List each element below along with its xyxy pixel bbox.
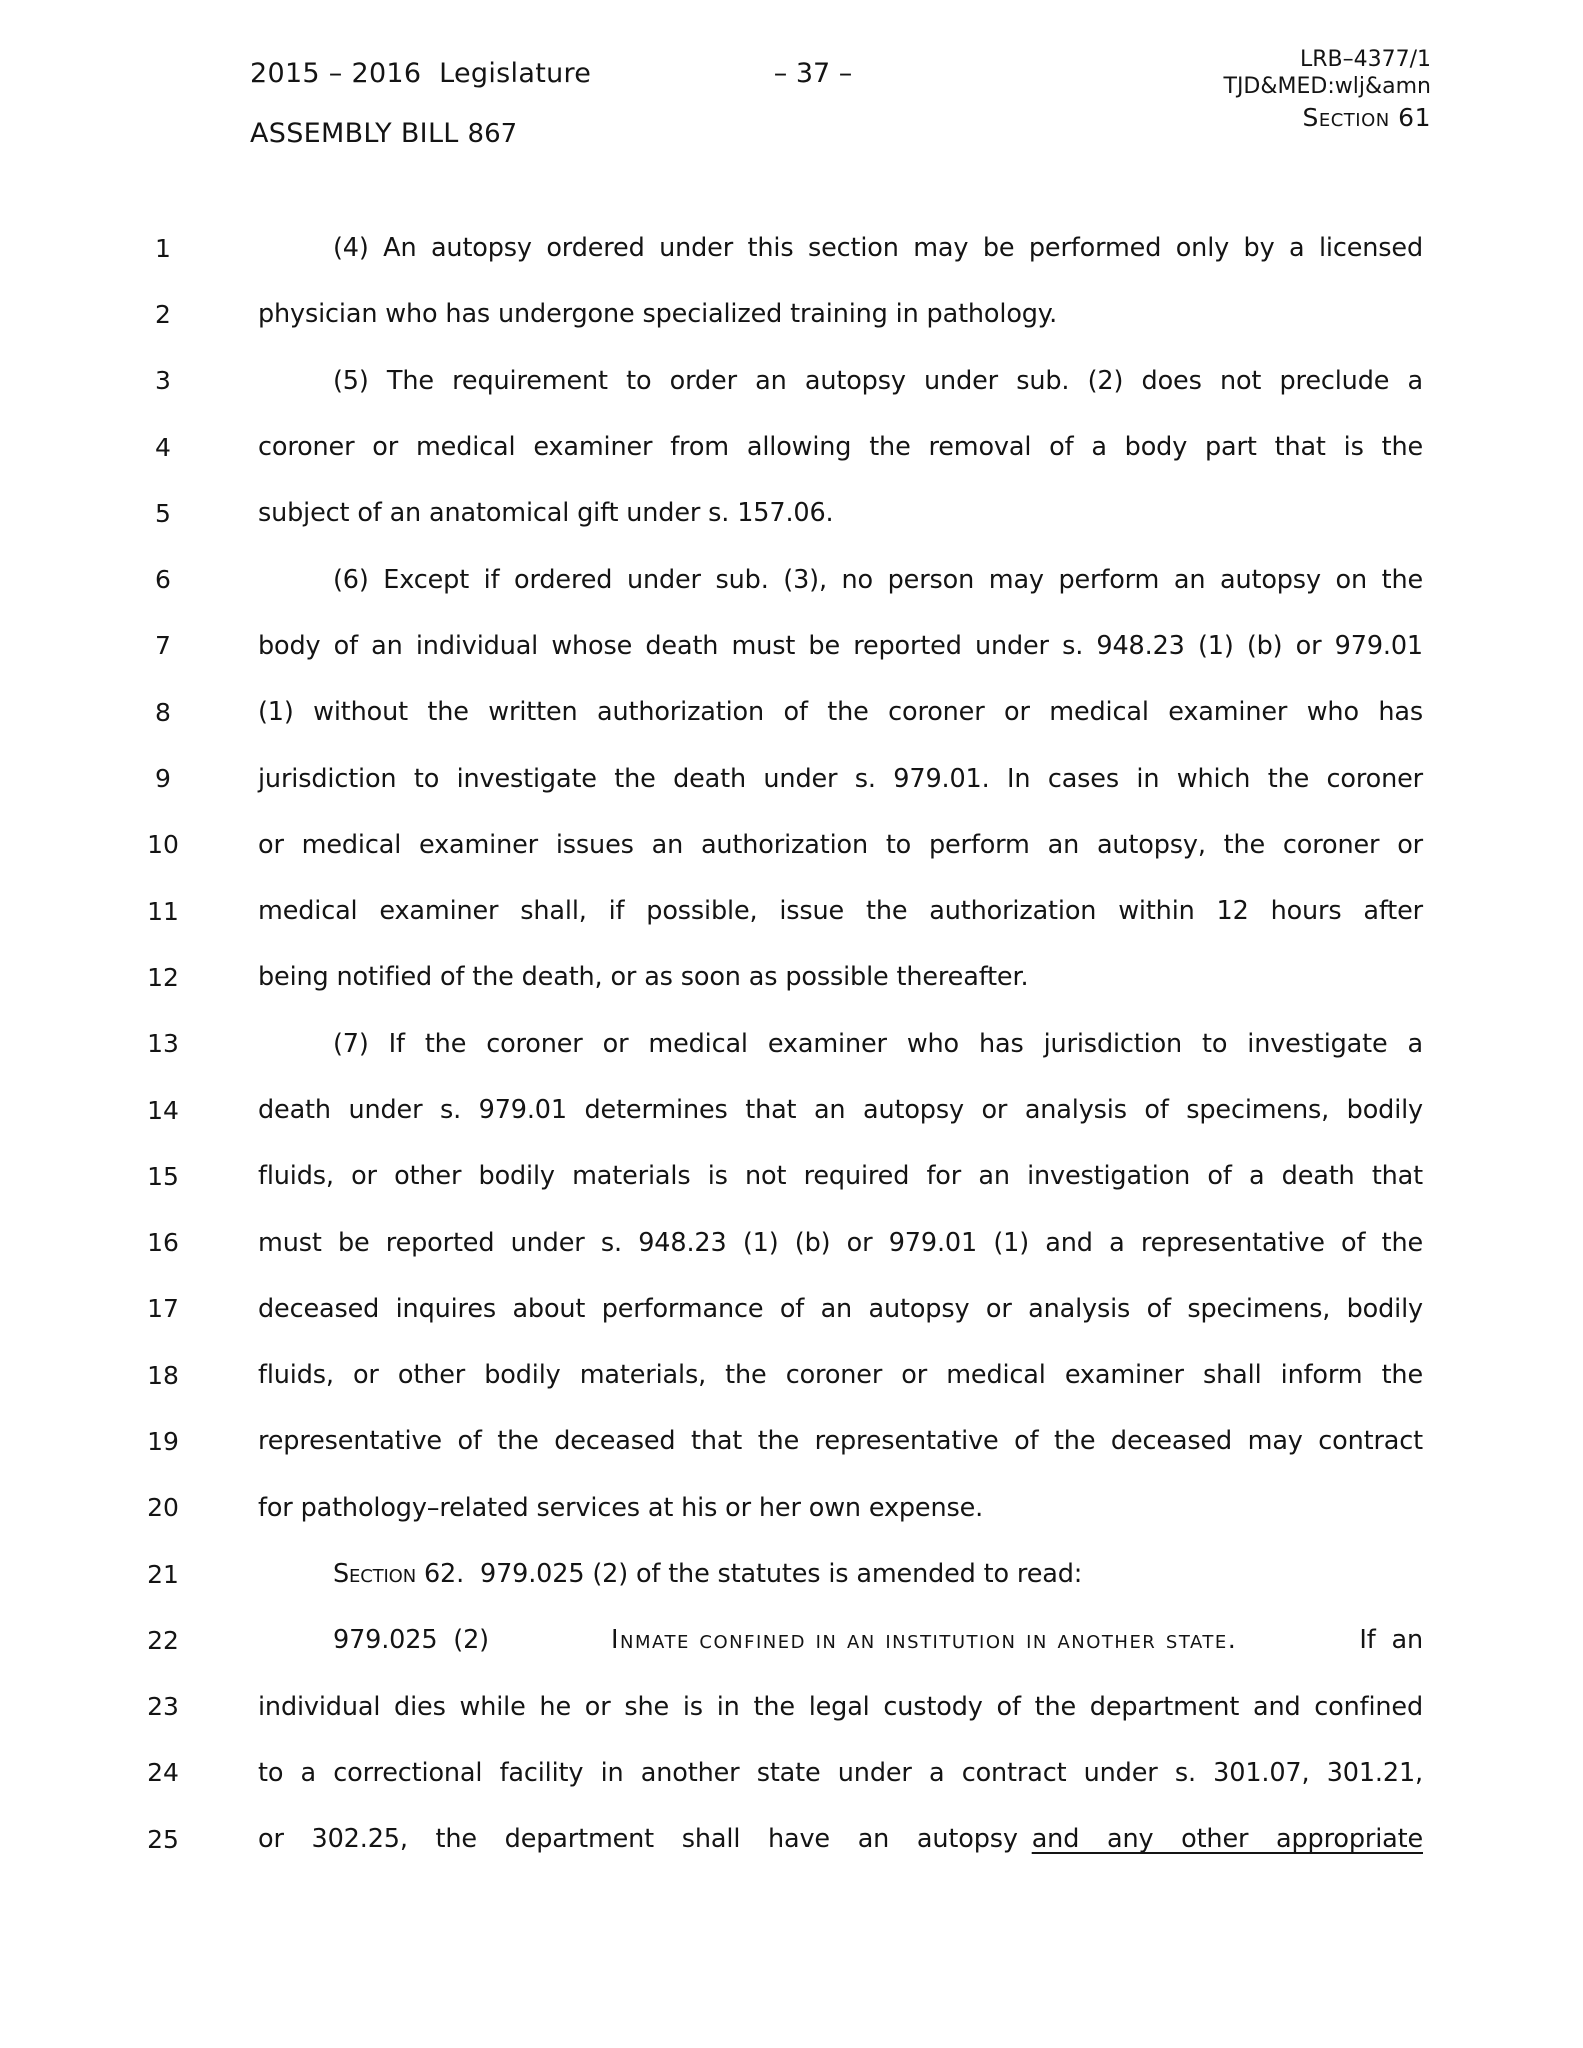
line-number: 14 [147,1095,179,1125]
drafter-initials: TJD&MED:wlj&amn [1223,74,1431,99]
line-number: 2 [155,299,171,329]
line-text: 979.025 (2) of the statutes is amended to read: [464,1559,1083,1590]
bill-line [0,1408,1583,1474]
line-text: (6) Except if ordered under sub. (3), no person may perform an autopsy on the [333,564,1423,595]
line-text: (1) without the written authorization of the coroner or medical examiner who has [258,697,1423,728]
bill-line [0,1806,1583,1872]
bill-line [0,546,1583,612]
line-number: 13 [147,1029,179,1059]
line-text: subject of an anatomical gift under s. 157.06. [258,498,834,529]
line-text: (4) An autopsy ordered under this section may be performed only by a licensed [333,233,1423,264]
bill-line [0,1475,1583,1541]
statute-caption: Inmate confined in an institution in another state. [611,1625,1238,1656]
line-text: fluids, or other bodily materials, the coroner or medical examiner shall inform the [258,1360,1423,1391]
line-text: being notified of the death, or as soon as possible thereafter. [258,962,1029,993]
line-number: 3 [155,366,171,396]
line-number: 6 [155,565,171,595]
line-number: 17 [147,1294,179,1324]
line-text: death under s. 979.01 determines that an autopsy or analysis of specimens, bodily [258,1095,1423,1125]
line-text: jurisdiction to investigate the death under s. 979.01. In cases in which the coroner [258,763,1423,794]
bill-line [0,812,1583,878]
amended-text-line [258,1824,1423,1854]
line-number: 19 [147,1426,179,1456]
line-number: 16 [147,1228,179,1258]
bill-line [0,1209,1583,1275]
bill-line [0,1011,1583,1077]
line-text: for pathology–related services at his or her own expense. [258,1492,984,1523]
line-number: 5 [155,498,171,528]
bill-line [0,878,1583,944]
line-number: 20 [147,1493,179,1523]
line-number: 22 [147,1625,179,1655]
line-text: If an [1359,1625,1423,1656]
line-number: 10 [147,830,179,860]
line-text: or 302.25, the department shall have an autopsy [258,1824,1032,1855]
statute-caption-line [333,1625,1423,1655]
bill-line [0,745,1583,811]
bill-line [0,1674,1583,1740]
bill-line [0,1342,1583,1408]
line-text: individual dies while he or she is in the legal custody of the department and confined [258,1691,1423,1722]
line-number: 23 [147,1692,179,1722]
line-text: must be reported under s. 948.23 (1) (b) or 979.01 (1) and a representative of the [258,1227,1423,1258]
header-reference-block [1224,46,1432,131]
line-number: 11 [147,896,179,926]
line-number: 12 [147,962,179,992]
bill-title [250,118,517,149]
bill-line [0,348,1583,414]
statute-reference: 979.025 (2) [333,1625,489,1656]
bill-line [0,679,1583,745]
line-number: 7 [155,631,171,661]
bill-line [0,1276,1583,1342]
bill-line [0,480,1583,546]
line-number: 24 [147,1758,179,1788]
line-number: 18 [147,1360,179,1390]
legislature-session: 2015 – 2016 Legislature [250,58,592,89]
section-amendment-line [333,1559,1423,1589]
bill-line [0,281,1583,347]
section-label: Section 62. [333,1559,465,1590]
bill-line [0,613,1583,679]
bill-line [0,1541,1583,1607]
line-number: 8 [155,697,171,727]
line-text: deceased inquires about performance of an autopsy or analysis of specimens, bodily [258,1293,1423,1324]
line-text: medical examiner shall, if possible, issue the authorization within 12 hours after [258,896,1423,927]
bill-number: 867 [467,119,518,149]
line-text: (5) The requirement to order an autopsy under sub. (2) does not preclude a [333,365,1423,396]
line-text: to a correctional facility in another state under a contract under s. 301.07, 301.21, [258,1757,1423,1788]
bill-line [0,1607,1583,1673]
line-number: 1 [155,233,171,263]
line-number: 4 [155,432,171,462]
bill-line [0,414,1583,480]
line-text: body of an individual whose death must be reported under s. 948.23 (1) (b) or 979.01 [258,630,1423,661]
bill-line [0,1740,1583,1806]
line-text: or medical examiner issues an authorization to perform an autopsy, the coroner or [258,829,1423,860]
bill-line [0,1143,1583,1209]
line-number: 21 [147,1559,179,1589]
section-heading: Section 61 [1302,103,1431,132]
lrb-number: LRB–4377/1 [1299,47,1431,72]
bill-line [0,1077,1583,1143]
line-text: representative of the deceased that the representative of the deceased may contract [258,1426,1423,1457]
line-number: 15 [147,1161,179,1191]
line-text: physician who has undergone specialized training in pathology. [258,299,1058,330]
bill-label: ASSEMBLY BILL [250,118,459,149]
page-number: – 37 – [773,58,853,89]
line-text: fluids, or other bodily materials is not required for an investigation of a death that [258,1161,1423,1192]
inserted-text-underlined: and any other appropriate [1031,1824,1423,1855]
bill-line [0,944,1583,1010]
bill-body [0,215,1583,1872]
line-text: (7) If the coroner or medical examiner who has jurisdiction to investigate a [333,1028,1423,1059]
line-number: 25 [147,1824,179,1854]
bill-line [0,215,1583,281]
line-number: 9 [155,764,171,794]
line-text: coroner or medical examiner from allowing the removal of a body part that is the [258,432,1423,463]
